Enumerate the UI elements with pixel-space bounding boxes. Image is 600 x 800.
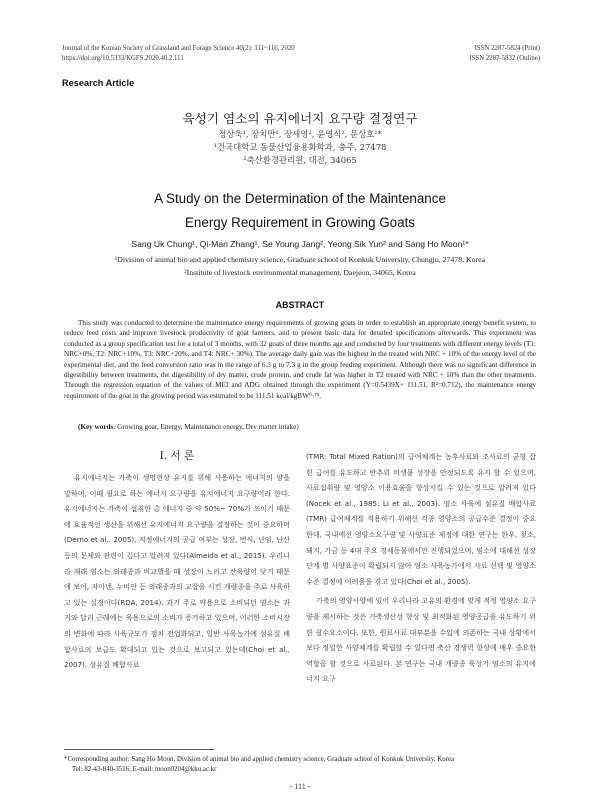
body-left-column — [64, 448, 290, 677]
keywords — [64, 422, 536, 432]
english-title-line-2: Energy Requirement in Growing Goats — [185, 215, 415, 230]
issn-online: ISSN 2287-5832 (Online) — [469, 55, 540, 62]
intro-paragraph-2: (TMR: Total Mixed Ration)의 급여체계는 농후사료와 조사료의 균형 잡힌 급여를 유도하고 반추위 미생물 성장을 안정되도록 유지 할 수 있으며, 사료섭취량 및 영양소 이용효율을 향상시킬 수 있는 것으로 알려져 있다(Nocek et al., 1985: Li et al., 2003). 염소 사육에 섬유질 배합사료(TMR) 급여체계를 적용하기 위해선 각종 영양소의 공급수준 결정이 중요한데, 국내에선 영양소요구량 및 사양표준 제정에 대한 연구는 한우, 젖소, 돼지, 가금 등 4대 주요 경제동물에서만 진행되었으며, 염소에 대해선 성장단계 별 사양표준이 확립되지 않아 염소 사육농가에서 사료 선택 및 영양소 수준 결정에 어려움을 겪고 있다(Choi et al., 2005). — [306, 452, 536, 586]
footnote-divider — [64, 749, 214, 750]
journal-citation: Journal of the Korean Society of Grassland and Forage Science 40(2): 111~116, 2020 — [62, 45, 295, 52]
korean-affiliation-2: ²축산환경관리원, 대전, 34065 — [243, 155, 357, 165]
intro-paragraph-3: 가축의 영양사양에 있어 우리나라 고유의 환경에 맞게 적정 영양소 요구량을 제시하는 것은 가축생산성 향상 및 최적화된 영양공급을 유도하기 위한 필수요소이다. 또한, 원료사료 대부분을 수입에 의존하는 국내 상황에서 보다 정밀한 사양체계를 확립할 수 있다면 축산 경쟁력 향상에 매우 중요한 역할을 할 것으로 사료된다. 본 연구는 국내 개량종 육성기 염소의 유지에너지 요구 — [306, 596, 536, 684]
english-affiliation-2: ²Institute of livestock environmental management, Daejeon, 34065, Korea — [184, 267, 416, 277]
korean-title: 육성기 염소의 유지에너지 요구량 결정연구 — [182, 111, 418, 126]
abstract-heading: ABSTRACT — [275, 300, 325, 310]
doi-link[interactable]: https://doi.org/10.5333/KGFS.2020.40.2.111 — [62, 55, 184, 62]
english-title-line-1: A Study on the Determination of the Maintenance — [154, 191, 446, 206]
korean-author-block — [0, 128, 600, 167]
keywords-label: (Key words — [78, 423, 114, 431]
page-number: - 111 - — [289, 782, 311, 791]
footnote-line-2: Tel: 82-43-840-3516, E-mail: moon0204@kku.ac.kr — [72, 766, 217, 773]
abstract-text: This study was conducted to determine the maintenance energy requirements of growing goats in order to establish an appropriate energy benefit system, to reduce feed costs and improve livestock productivity of goat farmers, and to present basic data for detailed specifications afterwards. This experiment was conducted as a group specification test for a total of 3 months, with 32 goats of three months age and conducted by four treatments with different energy levels (T1: NRC+0%, T2: NRC+10%, T3: NRC+20%, and T4: NRC+ 30%). The average daily gain was the highest in the treated with NRC + 10% of the energy level of the experimental diet, and the feed conversion ratio was in the range of 6.3 g to 7.3 g in the group feeding experiment. Although there was no significant difference in digestibility between treatments, the digestibility of dry matter, crude protein, and crude fat was higher in T2 treated with NRC + 10% than the other treatments. Through the regression equation of the values of MEI and ADG obtained through the experiment (Y=0.5439X+ 111.51, R²=0.712), the maintenance energy requirement of the goat in the growing period was estimated to be 111.51 kcal/kgBW⁰·⁷⁵. — [64, 319, 536, 400]
body-right-column — [306, 449, 536, 691]
introduction-heading: Ⅰ. 서 론 — [159, 450, 195, 462]
article-type-label: Research Article — [62, 78, 135, 88]
english-affiliations — [64, 254, 536, 279]
english-authors: Sang Uk Chung¹, Qi-Man Zhang¹, Se Young Jang², Yeong Sik Yun² and Sang Ho Moon¹* — [131, 239, 469, 249]
intro-paragraph-1: 유지에너지는 가축이 생명현상 유지를 위해 사용하는 에너지의 양을 말하며, 이때 필요로 하는 에너지 요구량을 유지에너지 요구량이라 한다. 유지에너지는 가축이 섭취한 총 에너지 중 약 50%~ 70%가 쓰이기 때문에 효율적인 생산을 위해선 유지에너지 요구량을 결정하는 것이 중요하며(Derno et al,. 2005), 적정에너지의 공급 여부는 성장, 번식, 난임, 난산 등의 문제와 관련이 깊다고 알려져 있다(Almeida et al., 2015). 우리나라 재래 염소는 외래종과 비교했을 때 성장이 느리고 산육량이 낮기 때문에 보어, 자아넨, 누비안 등 외래종과의 교잡을 시킨 개량종을 주로 사육하고 있는 실정이다(RDA, 2014). 과거 주로 약용으로 소비되던 염소는 과거와 달리 근래에는 육용으로의 소비가 증가하고 있으며, 이러한 소비시장의 변화에 따라 사육규모가 점차 전업화되고, 일반 사육농가에 섬유질 배합사료의 보급도 확대되고 있는 것으로 보고되고 있는데(Choi et al., 2007), 섬유질 배합사료 — [64, 473, 290, 670]
issn-print: ISSN 2287-5824 (Print) — [474, 45, 540, 52]
journal-header — [62, 44, 540, 64]
english-affiliation-1: ¹Division of animal bio and applied chemistry science, Graduate school of Konkuk University, Chungju, 27478, Korea — [114, 255, 486, 264]
english-title — [0, 187, 600, 235]
corresponding-author-footnote — [64, 755, 536, 775]
keywords-text: : Growing goat, Energy, Maintenance energy, Dry matter intake) — [113, 423, 299, 431]
korean-authors: 정상욱¹, 장치만¹, 장세영², 윤영식², 문상호¹* — [218, 129, 382, 139]
footnote-line-1: *Corresponding author: Sang Ho Moon, Division of animal bio and applied chemistry science, Graduate school of Konkuk University, Korea — [64, 756, 455, 763]
korean-affiliation-1: ¹건국대학교 동물산업융용화학과, 충주, 27478 — [213, 142, 387, 152]
